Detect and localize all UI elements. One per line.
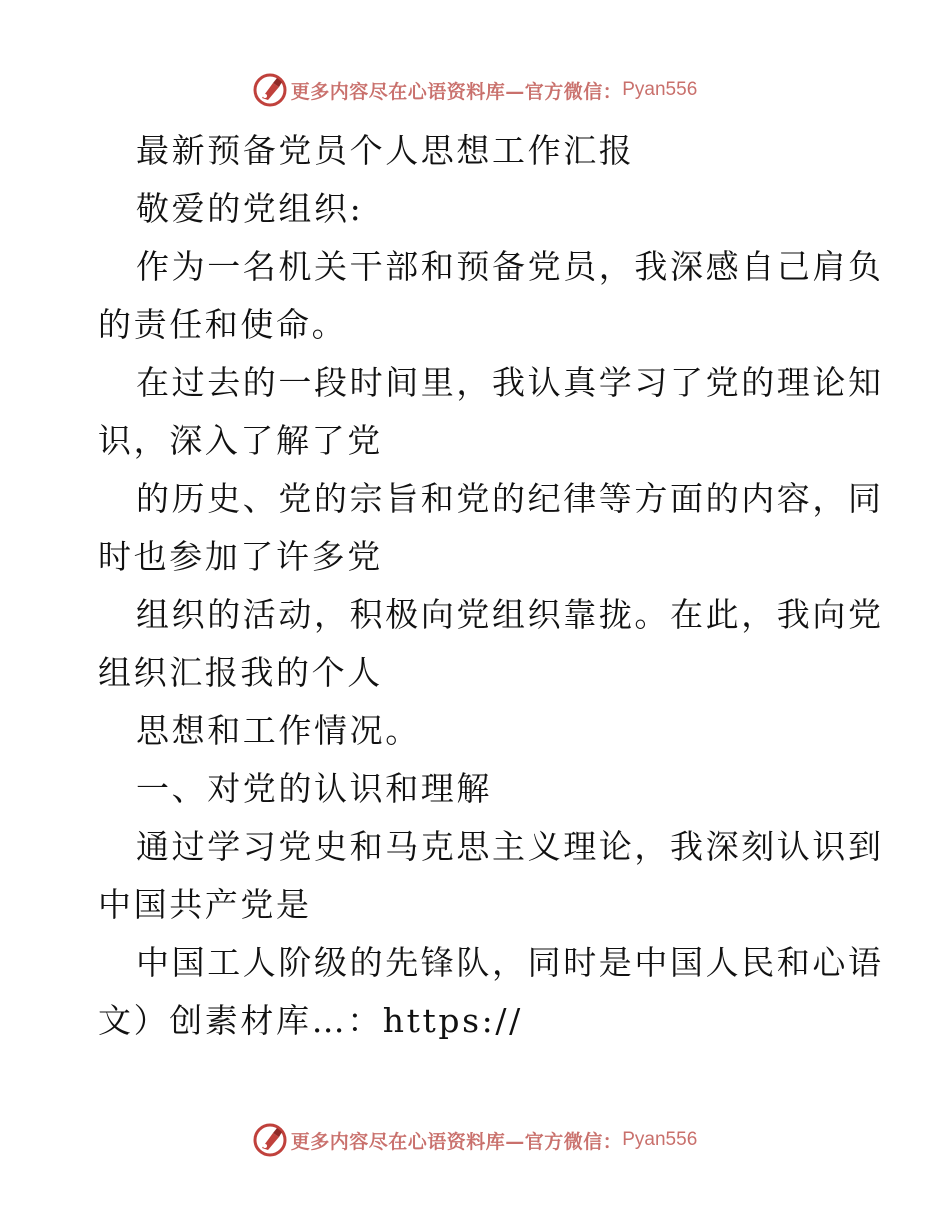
text-line: 在过去的一段时间里，我认真学习了党的理论知 <box>136 363 884 402</box>
text-line: 中国工人阶级的先锋队，同时是中国人民和心语 <box>136 943 884 982</box>
text-line: 时也参加了许多党 <box>98 537 383 576</box>
text-line: 作为一名机关干部和预备党员，我深感自己肩负 <box>136 247 884 286</box>
banner-text: 更多内容尽在心语资料库—官方微信： <box>290 80 623 103</box>
document-title: 最新预备党员个人思想工作汇报 <box>136 131 635 170</box>
text-line: 通过学习党史和马克思主义理论，我深刻认识到 <box>136 827 884 866</box>
text-line: 组织的活动，积极向党组织靠拢。在此，我向党 <box>136 595 884 634</box>
banner-wechat-id: Pyan556 <box>622 1129 698 1150</box>
text-line: 的责任和使命。 <box>98 305 348 344</box>
text-line: 思想和工作情况。 <box>136 711 421 750</box>
text-line: 的历史、党的宗旨和党的纪律等方面的内容，同 <box>136 479 884 518</box>
text-line: 中国共产党是 <box>98 885 312 924</box>
text-line: 文）创素材库…：https:// <box>98 1001 523 1040</box>
banner-wechat-id: Pyan556 <box>622 79 698 100</box>
pen-nib-logo-icon <box>253 73 287 107</box>
pen-nib-logo-icon <box>253 1123 287 1157</box>
footer-banner <box>0 1120 950 1160</box>
text-line: 识，深入了解了党 <box>98 421 383 460</box>
section-heading: 一、对党的认识和理解 <box>136 769 492 808</box>
header-banner <box>0 70 950 110</box>
document-body <box>98 122 884 1050</box>
text-line: 组织汇报我的个人 <box>98 653 383 692</box>
salutation: 敬爱的党组织: <box>136 189 364 228</box>
banner-text: 更多内容尽在心语资料库—官方微信： <box>290 1130 623 1153</box>
